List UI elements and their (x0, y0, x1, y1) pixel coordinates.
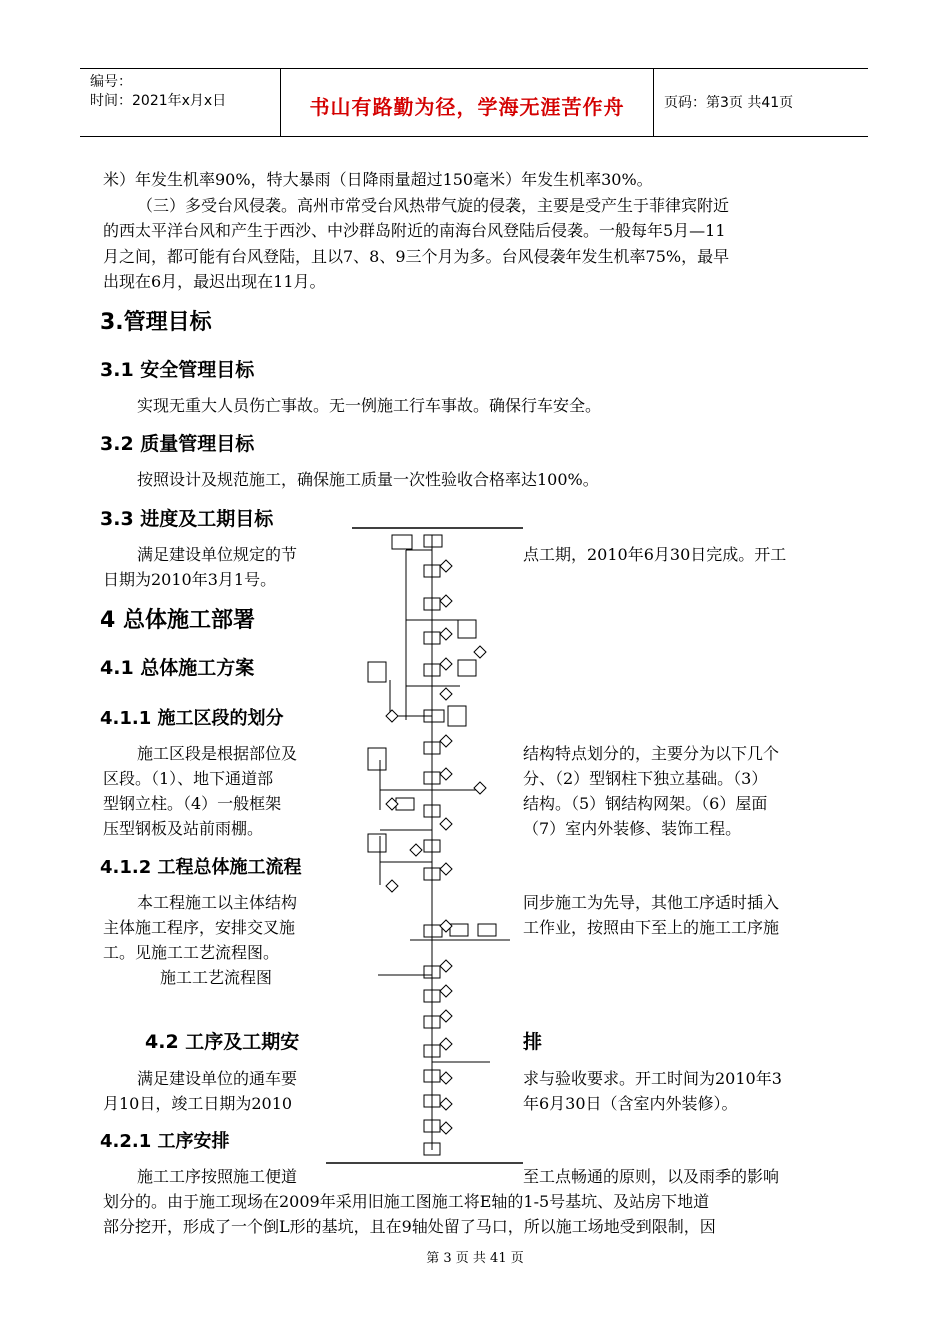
flowchart-diamond (440, 595, 452, 607)
paragraph-line: 的西太平洋台风和产生于西沙、中沙群岛附近的南海台风登陆后侵袭。一般每年5月—11 (103, 221, 726, 240)
paragraph-line: 实现无重大人员伤亡事故。无一例施工行车事故。确保行车安全。 (137, 396, 602, 415)
heading-4-1: 4.1 总体施工方案 (100, 657, 255, 679)
flowchart-diamond (440, 1122, 452, 1134)
flowchart-box (424, 535, 442, 547)
flowchart-box (448, 706, 466, 726)
flowchart-box (458, 620, 476, 638)
paragraph-line: 划分的。由于施工现场在2009年采用旧施工图施工将E轴的1-5号基坑、及站房下地道 (103, 1192, 710, 1211)
paragraph-line: 出现在6月，最迟出现在11月。 (103, 272, 326, 291)
flowchart-diamond (386, 880, 398, 892)
flowchart-diamond (440, 560, 452, 572)
heading-4-2-1: 4.2.1 工序安排 (100, 1131, 230, 1152)
page-footer: 第 3 页 共 41 页 (426, 1251, 524, 1266)
paragraph-line: （7）室内外装修、装饰工程。 (523, 819, 742, 838)
flowchart-diamond (440, 985, 452, 997)
flowchart-box (368, 662, 386, 682)
paragraph-line: 求与验收要求。开工时间为2010年3 (523, 1069, 782, 1088)
header-number: 编号： (90, 74, 132, 90)
paragraph-line: 月之间，都可能有台风登陆，且以7、8、9三个月为多。台风侵袭年发生机率75%，最早 (103, 247, 730, 266)
paragraph-line: 满足建设单位的通车要 (137, 1069, 298, 1088)
flowchart-diamond (410, 844, 422, 856)
paragraph-line: （三）多受台风侵袭。高州市常受台风热带气旋的侵袭，主要是受产生于菲律宾附近 (137, 196, 730, 215)
flowchart-caption: 施工工艺流程图 (160, 968, 273, 987)
paragraph-line: 按照设计及规范施工，确保施工质量一次性验收合格率达100%。 (137, 470, 599, 489)
flowchart-box (368, 748, 386, 770)
paragraph-line: 工。见施工工艺流程图。 (103, 943, 280, 962)
paragraph-line: 区段。（1）、地下通道部 (103, 769, 274, 788)
paragraph-line: 同步施工为先导，其他工序适时插入 (523, 893, 780, 912)
heading-4-2: 4.2 工序及工期安 (145, 1031, 300, 1053)
paragraph-line: 压型钢板及站前雨棚。 (103, 819, 264, 838)
heading-3-2: 3.2 质量管理目标 (100, 433, 255, 455)
heading-4-1-2: 4.1.2 工程总体施工流程 (100, 857, 302, 878)
paragraph-line: 至工点畅通的原则，以及雨季的影响 (523, 1167, 780, 1186)
paragraph-line: 本工程施工以主体结构 (137, 893, 298, 912)
flowchart-box (424, 925, 442, 937)
flowchart-diamond (440, 818, 452, 830)
paragraph-line: 米）年发生机率90%，特大暴雨（日降雨量超过150毫米）年发生机率30%。 (103, 170, 653, 189)
paragraph-line: 施工区段是根据部位及 (137, 744, 298, 763)
paragraph-line: 工作业，按照由下至上的施工工序施 (523, 918, 780, 937)
heading-3-3: 3.3 进度及工期目标 (100, 508, 274, 530)
header-date: 时间：2021年x月x日 (90, 93, 227, 109)
section-heading-4: 4 总体施工部署 (100, 608, 255, 633)
paragraph-line: 月10日，竣工日期为2010 (103, 1094, 293, 1113)
flowchart-diamond (386, 710, 398, 722)
heading-4-1-1: 4.1.1 施工区段的划分 (100, 708, 284, 729)
header-motto: 书山有路勤为径，学海无涯苦作舟 (309, 95, 625, 119)
flowchart-box (458, 660, 476, 676)
flowchart-diamond (440, 863, 452, 875)
paragraph-line: 分、（2）型钢柱下独立基础。（3） (523, 769, 768, 788)
paragraph-line: 主体施工程序，安排交叉施 (103, 918, 296, 937)
flowchart-diamond (440, 735, 452, 747)
header-page-number: 页码：第3页 共41页 (664, 95, 794, 111)
flowchart-diamond (440, 1010, 452, 1022)
flowchart-diamond (474, 782, 486, 794)
flowchart-diamond (440, 628, 452, 640)
section-heading-3: 3.管理目标 (100, 310, 212, 335)
flowchart-diamond (440, 1072, 452, 1084)
paragraph-line: 点工期，2010年6月30日完成。开工 (523, 545, 787, 564)
flowchart-diamond (440, 688, 452, 700)
paragraph-line: 年6月30日（含室内外装修）。 (523, 1094, 738, 1113)
flowchart-diamond (474, 646, 486, 658)
flowchart-box (478, 924, 496, 936)
paragraph-line: 日期为2010年3月1号。 (103, 570, 277, 589)
heading-3-1: 3.1 安全管理目标 (100, 359, 255, 381)
flowchart-box (392, 535, 412, 549)
flowchart-diamond (440, 658, 452, 670)
flowchart-box (368, 834, 386, 852)
paragraph-line: 满足建设单位规定的节 (137, 545, 298, 564)
flowchart-diamond (440, 960, 452, 972)
paragraph-line: 施工工序按照施工便道 (137, 1167, 298, 1186)
paragraph-line: 部分挖开，形成了一个倒L形的基坑，且在9轴处留了马口，所以施工场地受到限制，因 (103, 1217, 716, 1236)
flowchart-diamond (440, 1038, 452, 1050)
flowchart-box (450, 924, 468, 936)
paragraph-line: 结构特点划分的，主要分为以下几个 (523, 744, 780, 763)
paragraph-line: 结构。（5）钢结构网架。（6）屋面 (523, 794, 768, 813)
paragraph-line: 型钢立柱。（4）一般框架 (103, 794, 282, 813)
flowchart-diamond (440, 1098, 452, 1110)
flowchart-diamond (440, 768, 452, 780)
heading-4-2-tail: 排 (523, 1031, 543, 1053)
